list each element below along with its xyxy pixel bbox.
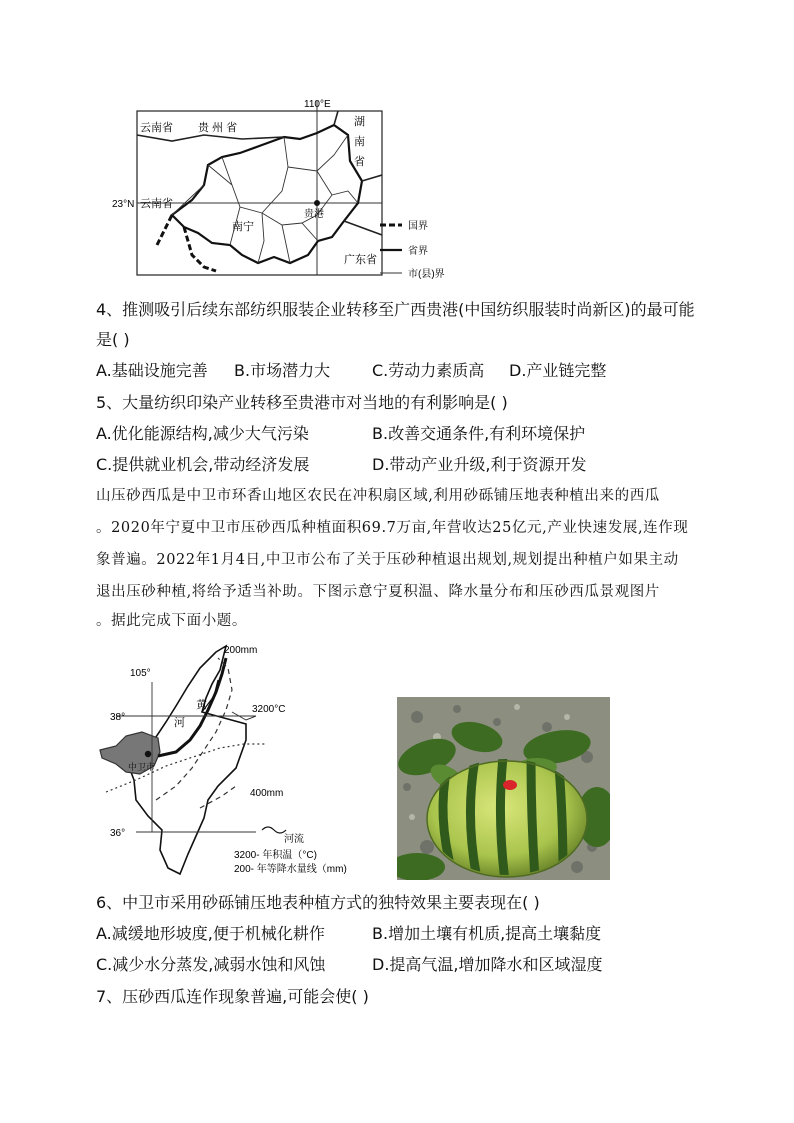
q5-option-b: B.改善交通条件,有利环境保护 bbox=[372, 424, 586, 443]
ningxia-map bbox=[96, 640, 396, 885]
province-label: 贵 州 省 bbox=[198, 122, 238, 134]
lat-label: 23°N bbox=[112, 199, 135, 210]
precip-label: 200mm bbox=[224, 645, 258, 656]
q5-option-c: C.提供就业机会,带动经济发展 bbox=[96, 455, 310, 474]
province-label: 湖 bbox=[354, 116, 365, 128]
watermelon-photo bbox=[397, 697, 610, 880]
temp-label: 3200°C bbox=[252, 704, 286, 715]
river-label: 河 bbox=[174, 717, 185, 729]
legend-label: 国界 bbox=[408, 221, 428, 232]
lon-label: 110°E bbox=[304, 99, 331, 110]
precip-label: 400mm bbox=[250, 788, 284, 799]
province-label: 云南省 bbox=[140, 122, 173, 134]
legend-label: 省界 bbox=[408, 246, 428, 257]
question-5-stem: 5、大量纺织印染产业转移至贵港市对当地的有利影响是( ) bbox=[96, 393, 508, 412]
passage-line: 退出压砂种植,将给予适当补助。下图示意宁夏积温、降水量分布和压砂西瓜景观图片 bbox=[96, 584, 660, 600]
q6-option-c: C.减少水分蒸发,减弱水蚀和风蚀 bbox=[96, 955, 326, 974]
q5-option-a: A.优化能源结构,减少大气污染 bbox=[96, 424, 309, 443]
q5-option-d: D.带动产业升级,利于资源开发 bbox=[372, 455, 587, 474]
legend-label: 河流 bbox=[284, 834, 304, 845]
province-label: 广东省 bbox=[344, 254, 377, 266]
river-label: 黄 bbox=[196, 699, 207, 711]
lat-label: 36° bbox=[110, 828, 126, 839]
passage-line: 。据此完成下面小题。 bbox=[96, 613, 247, 629]
legend-label: 市(县)界 bbox=[408, 269, 445, 280]
province-label: 省 bbox=[354, 156, 365, 168]
question-4-stem: 4、推测吸引后续东部纺织服装企业转移至广西贵港(中国纺织服装时尚新区)的最可能 bbox=[96, 300, 695, 319]
question-6-stem: 6、中卫市采用砂砾铺压地表种植方式的独特效果主要表现在( ) bbox=[96, 893, 540, 912]
q4-option-a: A.基础设施完善 bbox=[96, 361, 208, 380]
passage-line: 。2020年宁夏中卫市压砂西瓜种植面积69.7万亩,年营收达25亿元,产业快速发展,连作现 bbox=[96, 520, 689, 536]
q6-option-a: A.减缓地形坡度,便于机械化耕作 bbox=[96, 924, 325, 943]
legend-label: 3200- 年积温（°C) bbox=[234, 850, 317, 861]
q4-option-d: D.产业链完整 bbox=[509, 361, 607, 380]
lat-label: 38° bbox=[110, 712, 126, 723]
legend-label: 200- 年等降水量线（mm) bbox=[234, 864, 347, 875]
q4-option-b: B.市场潜力大 bbox=[234, 361, 331, 380]
city-label: 南宁 bbox=[232, 221, 254, 233]
q6-option-d: D.提高气温,增加降水和区域湿度 bbox=[372, 955, 603, 974]
province-label: 南 bbox=[354, 136, 365, 148]
question-4-stem-cont: 是( ) bbox=[96, 330, 130, 349]
q6-option-b: B.增加土壤有机质,提高土壤黏度 bbox=[372, 924, 602, 943]
lon-label: 105° bbox=[130, 668, 151, 679]
guangxi-map bbox=[112, 95, 462, 285]
city-label: 中卫市 bbox=[128, 762, 156, 772]
question-7-stem: 7、压砂西瓜连作现象普遍,可能会使( ) bbox=[96, 987, 369, 1006]
province-label: 云南省 bbox=[140, 198, 173, 210]
passage-line: 象普遍。2022年1月4日,中卫市公布了关于压砂种植退出规划,规划提出种植户如果主动 bbox=[96, 552, 679, 568]
city-label: 贵港 bbox=[304, 209, 324, 220]
passage-line: 山压砂西瓜是中卫市环香山地区农民在冲积扇区域,利用砂砾铺压地表种植出来的西瓜 bbox=[96, 488, 660, 504]
q4-option-c: C.劳动力素质高 bbox=[372, 361, 485, 380]
